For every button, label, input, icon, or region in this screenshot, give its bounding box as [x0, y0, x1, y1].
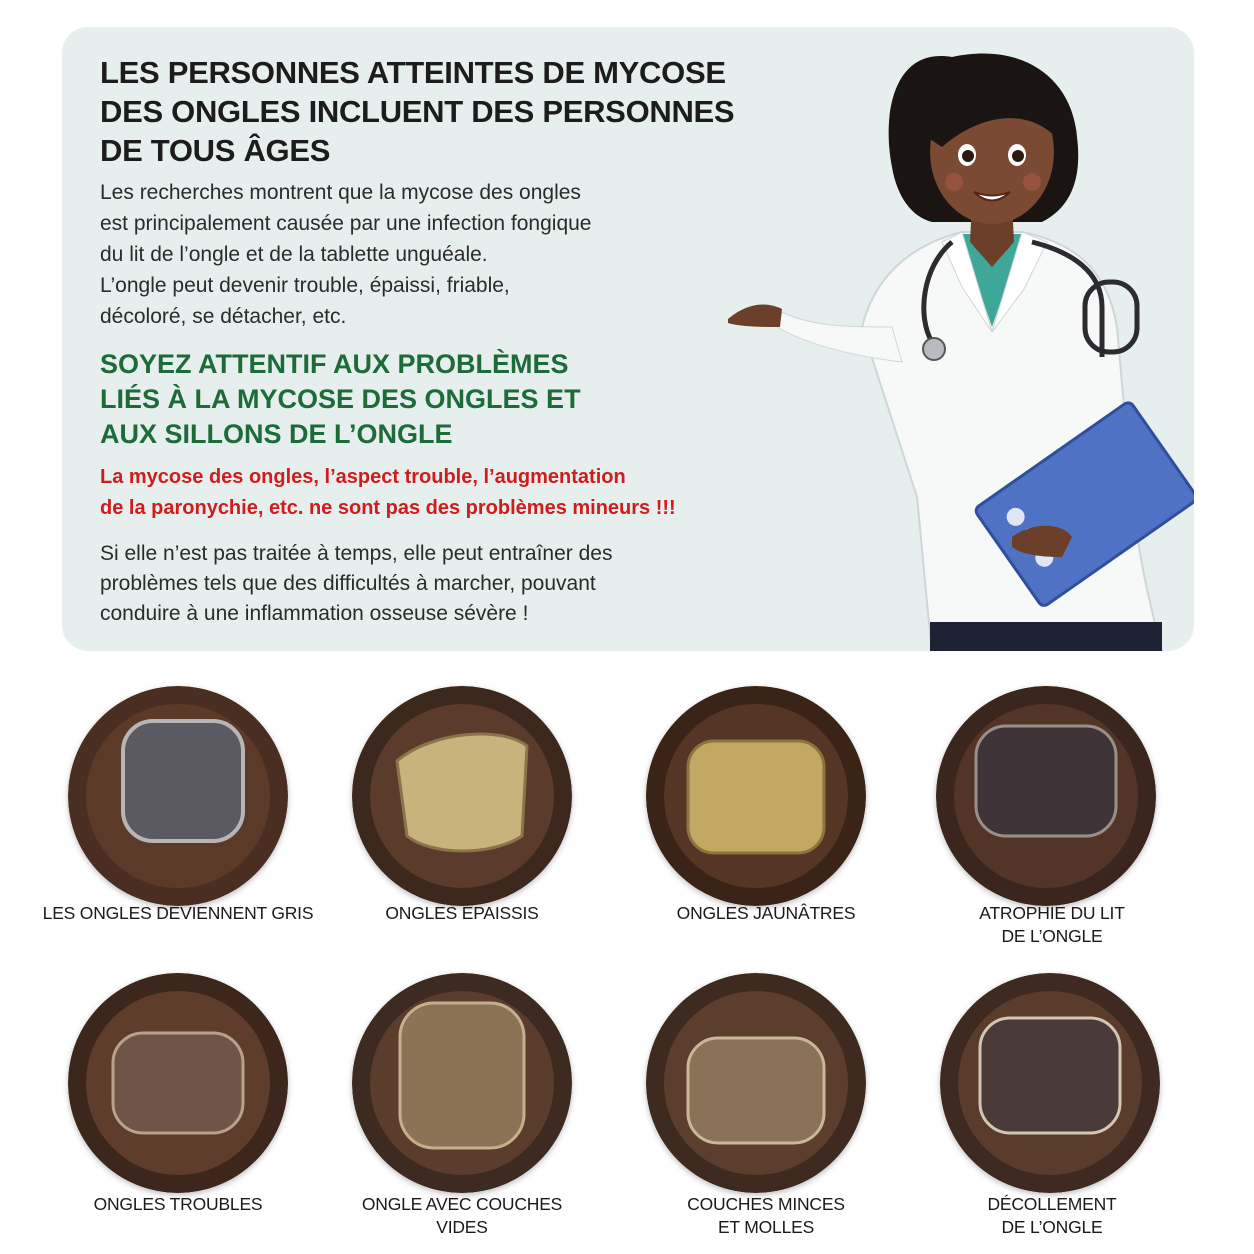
caption-nail-bed-atrophy: ATROPHIE DU LIT DE L’ONGLE	[979, 903, 1125, 946]
caption-cloudy-nails: ONGLES TROUBLES	[93, 1194, 263, 1214]
nail-photo-yellowish	[646, 686, 866, 906]
nail-photo-detachment	[940, 973, 1160, 1193]
nail-photo-cloudy	[68, 973, 288, 1193]
headline: LES PERSONNES ATTEINTES DE MYCOSE DES ONGLES INCLUENT DES PERSONNES DE TOUS ÂGES	[100, 55, 735, 168]
consequence-text: Si elle n’est pas traitée à temps, elle peut entraîner des problèmes tels que des difficultés à marcher, pouvant conduire à une inflammation osseuse sévère !	[100, 542, 613, 625]
caption-yellowish-nails: ONGLES JAUNÂTRES	[676, 903, 856, 923]
nail-photo-atrophy	[936, 686, 1156, 906]
nail-photo-thickened	[352, 686, 572, 906]
caption-nail-detachment: DÉCOLLEMENT DE L’ONGLE	[987, 1194, 1117, 1237]
caption-hollow-layers: ONGLE AVEC COUCHES VIDES	[361, 1194, 563, 1237]
intro-text: Les recherches montrent que la mycose des ongles est principalement causée par une infection fongique du lit de l’ongle et de la tablette unguéale. L’ongle peut devenir trouble, épaissi, friable, décoloré, se détacher, etc.	[100, 181, 592, 328]
info-panel	[62, 27, 1194, 651]
warning-text: La mycose des ongles, l’aspect trouble, l’augmentation de la paronychie, etc. ne sont pas des problèmes mineurs !!!	[100, 466, 676, 519]
subhead: SOYEZ ATTENTIF AUX PROBLÈMES LIÉS À LA MYCOSE DES ONGLES ET AUX SILLONS DE L’ONGLE	[100, 349, 581, 449]
caption-gray-nails: LES ONGLES DEVIENNENT GRIS	[42, 903, 314, 923]
nail-photo-hollow-layers	[352, 973, 572, 1193]
nail-photo-thin-soft	[646, 973, 866, 1193]
caption-thickened-nails: ONGLES ÉPAISSIS	[385, 903, 539, 923]
nail-photo-gray	[68, 686, 288, 906]
caption-thin-soft-layers: COUCHES MINCES ET MOLLES	[687, 1194, 845, 1237]
doctor-illustration	[662, 27, 1194, 651]
